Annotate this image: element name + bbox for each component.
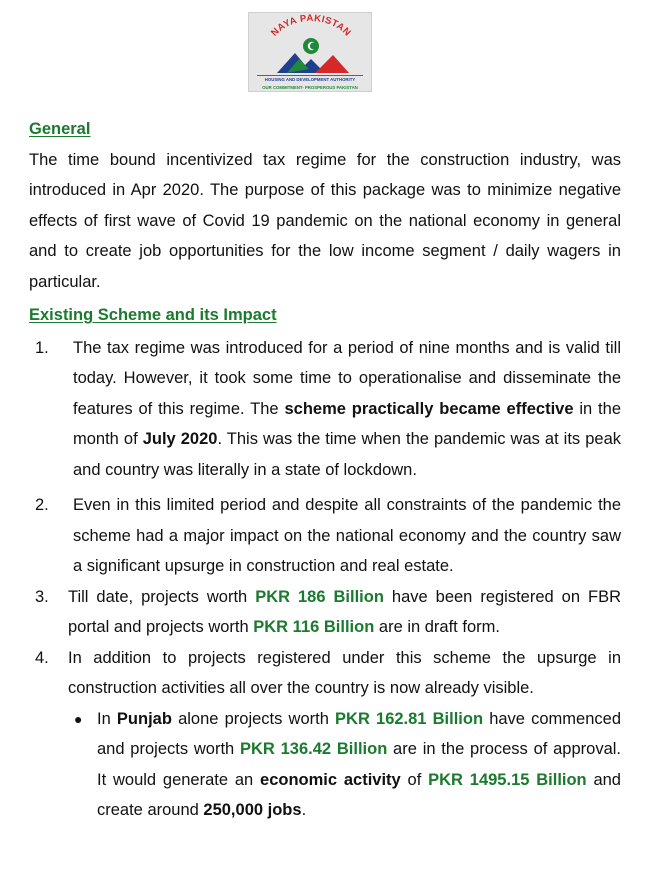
highlight-amount: PKR 1495.15 Billion: [428, 770, 587, 789]
bullet-text: have commenced and projects worth: [97, 709, 621, 758]
general-heading: General: [29, 120, 91, 138]
logo-arc-text: NAYA PAKISTAN: [268, 13, 354, 39]
bullet-text: In: [97, 709, 117, 728]
bullet-text: and create around: [97, 770, 621, 819]
bullet-icon: ●: [74, 710, 83, 727]
list-item: [29, 582, 621, 643]
svg-text:NAYA PAKISTAN: [269, 13, 353, 39]
item-text: are in draft form.: [374, 618, 500, 636]
logo-graphic: [249, 13, 371, 91]
logo-tagline-text: OUR COMMITMENT- PROSPEROUS PAKISTAN: [262, 85, 358, 90]
list-item-number: 3.: [35, 587, 49, 606]
item-text: in the month of: [73, 399, 621, 448]
highlight-amount: PKR 162.81 Billion: [335, 709, 484, 728]
document-body: [29, 114, 621, 826]
highlight-amount: PKR 116 Billion: [253, 618, 375, 636]
item-text: Till date, projects worth: [68, 587, 256, 606]
item-text: . This was the time when the pandemic was at its peak and country was literally in a state of lockdown.: [73, 430, 621, 479]
bullet-item: [29, 704, 621, 826]
list-item: [29, 643, 621, 704]
item-text: have been registered on FBR portal and projects worth: [68, 587, 621, 636]
bullet-bold-text: 250,000 jobs: [203, 801, 302, 819]
item-text: The tax regime was introduced for a period of nine months and is valid till today. However, it took some time to operationalise and disseminate the features of this regime. The: [73, 338, 621, 418]
item-bold-text: scheme practically became effective: [284, 399, 574, 418]
list-item-number: 4.: [35, 648, 49, 667]
logo-authority-text: HOUSING AND DEVELOPMENT AUTHORITY: [264, 77, 356, 82]
list-item: [29, 333, 621, 486]
list-item-number: 1.: [35, 338, 49, 357]
bullet-text: .: [301, 801, 307, 819]
naya-pakistan-logo: [248, 12, 372, 92]
highlight-amount: PKR 136.42 Billion: [240, 740, 388, 758]
bullet-text: are in the process of approval. It would generate an: [97, 740, 622, 789]
existing-scheme-heading: Existing Scheme and its Impact: [29, 306, 277, 324]
list-item-number: 2.: [35, 496, 49, 514]
item-bold-date: July 2020: [142, 430, 218, 448]
highlight-amount: PKR 186 Billion: [255, 587, 384, 606]
bullet-text: alone projects worth: [171, 709, 336, 728]
general-paragraph: The time bound incentivized tax regime for the construction industry, was introduced in Apr 2020. The purpose of this package was to minimize negative effects of first wave of Covid 19 pandemic on the national economy in general and to create job opportunities for the low income segment / daily wagers in particular.: [29, 150, 621, 291]
bullet-bold-text: Punjab: [116, 709, 172, 728]
bullet-bold-text: economic activity: [260, 770, 401, 789]
item-text: Even in this limited period and despite all constraints of the pandemic the scheme had a major impact on the national economy and the country saw a significant upsurge in construction and real estate.: [73, 496, 621, 575]
list-item: [29, 490, 621, 582]
item-text: In addition to projects registered under this scheme the upsurge in construction activities all over the country is now already visible.: [68, 648, 621, 697]
bullet-text: of: [400, 770, 429, 789]
